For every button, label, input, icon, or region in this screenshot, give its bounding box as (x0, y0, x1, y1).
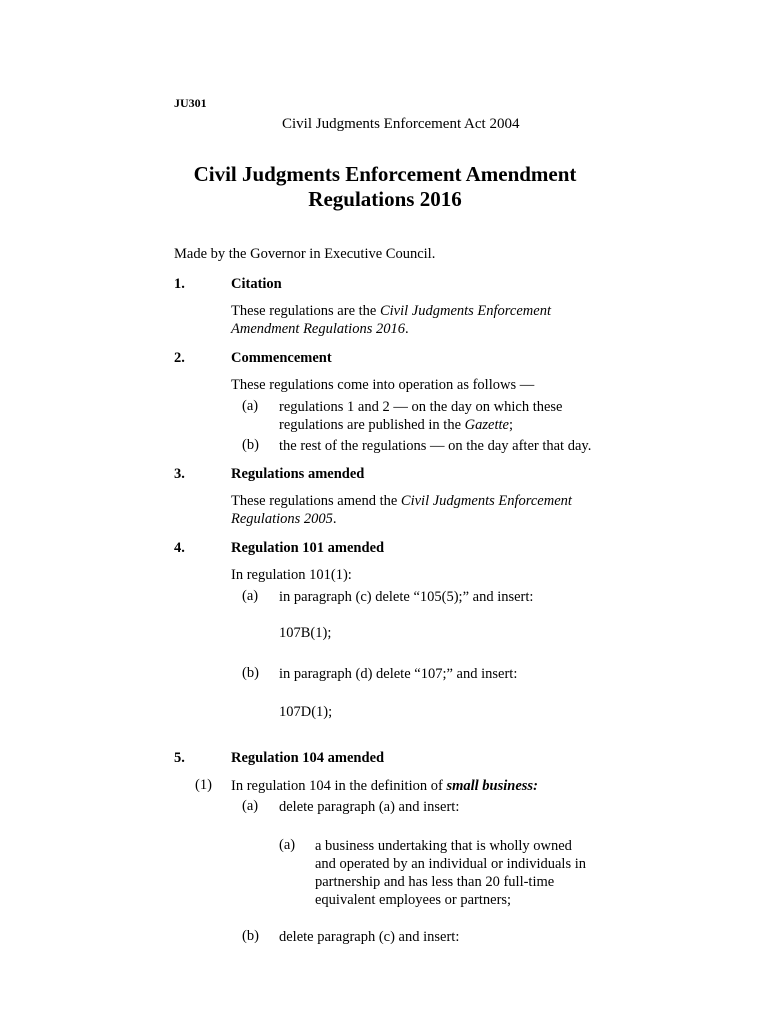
inserted-text: 107B(1); (279, 625, 332, 641)
inserted-paragraph-line: and operated by an individual or individuals in (315, 856, 587, 872)
inserted-paragraph-line: a business undertaking that is wholly owned (315, 838, 572, 854)
section-intro: In regulation 101(1): (231, 567, 352, 583)
subsection-label: (1) (195, 777, 212, 793)
document-title-line2: Regulations 2016 (308, 187, 462, 211)
inserted-paragraph-line: partnership and has less than 20 full-time (315, 874, 555, 890)
paragraph-label: (b) (242, 437, 259, 453)
document-code: JU301 (174, 96, 207, 110)
section-number: 3. (174, 466, 185, 482)
section-number: 2. (174, 350, 185, 366)
paragraph-text: delete paragraph (a) and insert: (279, 799, 460, 815)
section-number: 1. (174, 276, 185, 292)
section-heading-citation: Citation (231, 276, 282, 292)
paragraph-text: in paragraph (d) delete “107;” and insert: (279, 666, 518, 682)
inserted-paragraph-line: equivalent employees or partners; (315, 892, 512, 908)
paragraph-text: the rest of the regulations — on the day after that day. (279, 438, 592, 454)
paragraph-label: (b) (242, 665, 259, 681)
section-text-line: Regulations 2005. (231, 511, 337, 527)
section-heading-commencement: Commencement (231, 350, 332, 366)
paragraph-label: (a) (242, 588, 259, 604)
paragraph-text: regulations 1 and 2 — on the day on which these (279, 399, 563, 415)
section-heading-regulation-104: Regulation 104 amended (231, 750, 385, 766)
section-text-line: These regulations are the Civil Judgments Enforcement (231, 303, 551, 319)
section-text-line: These regulations amend the Civil Judgments Enforcement (231, 493, 572, 509)
paragraph-label: (a) (242, 798, 259, 814)
subsection-text: In regulation 104 in the definition of small business: (231, 778, 538, 794)
document-title-line1: Civil Judgments Enforcement Amendment (193, 162, 577, 186)
paragraph-text: regulations are published in the Gazette; (279, 417, 513, 433)
section-heading-regulations-amended: Regulations amended (231, 466, 365, 482)
section-heading-regulation-101: Regulation 101 amended (231, 540, 385, 556)
section-number: 5. (174, 750, 185, 766)
paragraph-text: in paragraph (c) delete “105(5);” and insert: (279, 589, 534, 605)
section-text-line: Amendment Regulations 2016. (231, 321, 409, 337)
inserted-paragraph-label: (a) (279, 837, 296, 853)
inserted-text: 107D(1); (279, 704, 333, 720)
paragraph-label: (a) (242, 398, 259, 414)
enacting-formula: Made by the Governor in Executive Council. (174, 246, 436, 262)
paragraph-label: (b) (242, 928, 259, 944)
paragraph-text: delete paragraph (c) and insert: (279, 929, 460, 945)
act-name: Civil Judgments Enforcement Act 2004 (282, 116, 520, 132)
section-number: 4. (174, 540, 185, 556)
section-intro: These regulations come into operation as follows — (231, 377, 535, 393)
